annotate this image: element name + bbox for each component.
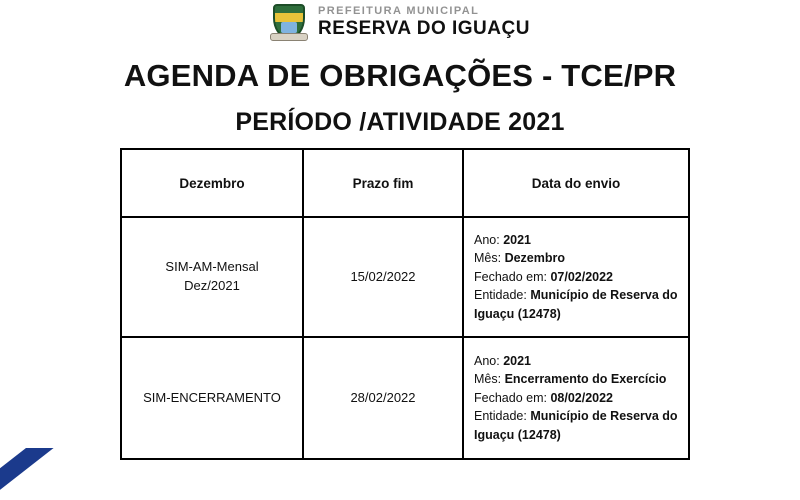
table-header [121, 149, 689, 217]
row-detail-cell [463, 337, 689, 459]
detail-mes [474, 249, 678, 268]
brand-text [318, 6, 530, 38]
detail-ano-value: 2021 [503, 232, 532, 247]
page-title: AGENDA DE OBRIGAÇÕES - TCE/PR [123, 58, 677, 93]
column-header-prazo-fim: Prazo fim [303, 149, 463, 217]
row-detail-cell [463, 217, 689, 337]
table-header-row [121, 149, 689, 217]
detail-fechado-value: 08/02/2022 [550, 390, 614, 405]
decorative-ribbon-left [0, 448, 120, 500]
detail-block [464, 344, 688, 453]
row-deadline-cell: 15/02/2022 [303, 217, 463, 337]
detail-ano-value: 2021 [503, 353, 532, 368]
row-activity-line2: Dez/2021 [184, 278, 240, 293]
row-activity-line1: SIM-AM-Mensal [165, 259, 259, 275]
page-subtitle: PERÍODO /ATIVIDADE 2021 [235, 108, 565, 136]
detail-ano [474, 231, 678, 250]
detail-entidade-value: Município de Reserva do Iguaçu (12478) [474, 288, 678, 321]
detail-ano-label: Ano: [474, 232, 500, 247]
table-body [121, 217, 689, 459]
detail-ano-label: Ano: [474, 353, 500, 368]
agenda-table [120, 148, 690, 460]
detail-fechado-label: Fechado em: [474, 269, 547, 284]
detail-block [464, 223, 688, 332]
column-header-dezembro: Dezembro [121, 149, 303, 217]
detail-entidade-label: Entidade: [474, 409, 527, 424]
municipal-crest-icon [270, 2, 308, 42]
detail-fechado-value: 07/02/2022 [550, 269, 614, 284]
brand-line-prefeitura: PREFEITURA MUNICIPAL [318, 5, 480, 17]
column-header-data-envio: Data do envio [463, 149, 689, 217]
row-activity-cell [121, 217, 303, 337]
table-row [121, 217, 689, 337]
detail-fechado [474, 389, 678, 408]
agenda-table-wrapper [120, 148, 682, 460]
brand-header [0, 0, 800, 42]
detail-mes-label: Mês: [474, 372, 502, 387]
detail-entidade-value: Município de Reserva do Iguaçu (12478) [474, 409, 678, 442]
row-activity-line1: SIM-ENCERRAMENTO [143, 389, 281, 405]
detail-entidade-label: Entidade: [474, 288, 527, 303]
detail-mes [474, 370, 678, 389]
row-activity-cell [121, 337, 303, 459]
detail-mes-label: Mês: [474, 251, 502, 266]
detail-fechado-label: Fechado em: [474, 390, 547, 405]
detail-fechado [474, 268, 678, 287]
table-row [121, 337, 689, 459]
detail-ano [474, 352, 678, 371]
detail-mes-value: Encerramento do Exercício [504, 372, 667, 387]
detail-entidade [474, 407, 678, 444]
detail-entidade [474, 286, 678, 323]
detail-mes-value: Dezembro [504, 251, 566, 266]
brand-line-city: RESERVA DO IGUAÇU [318, 18, 530, 39]
row-deadline-cell: 28/02/2022 [303, 337, 463, 459]
